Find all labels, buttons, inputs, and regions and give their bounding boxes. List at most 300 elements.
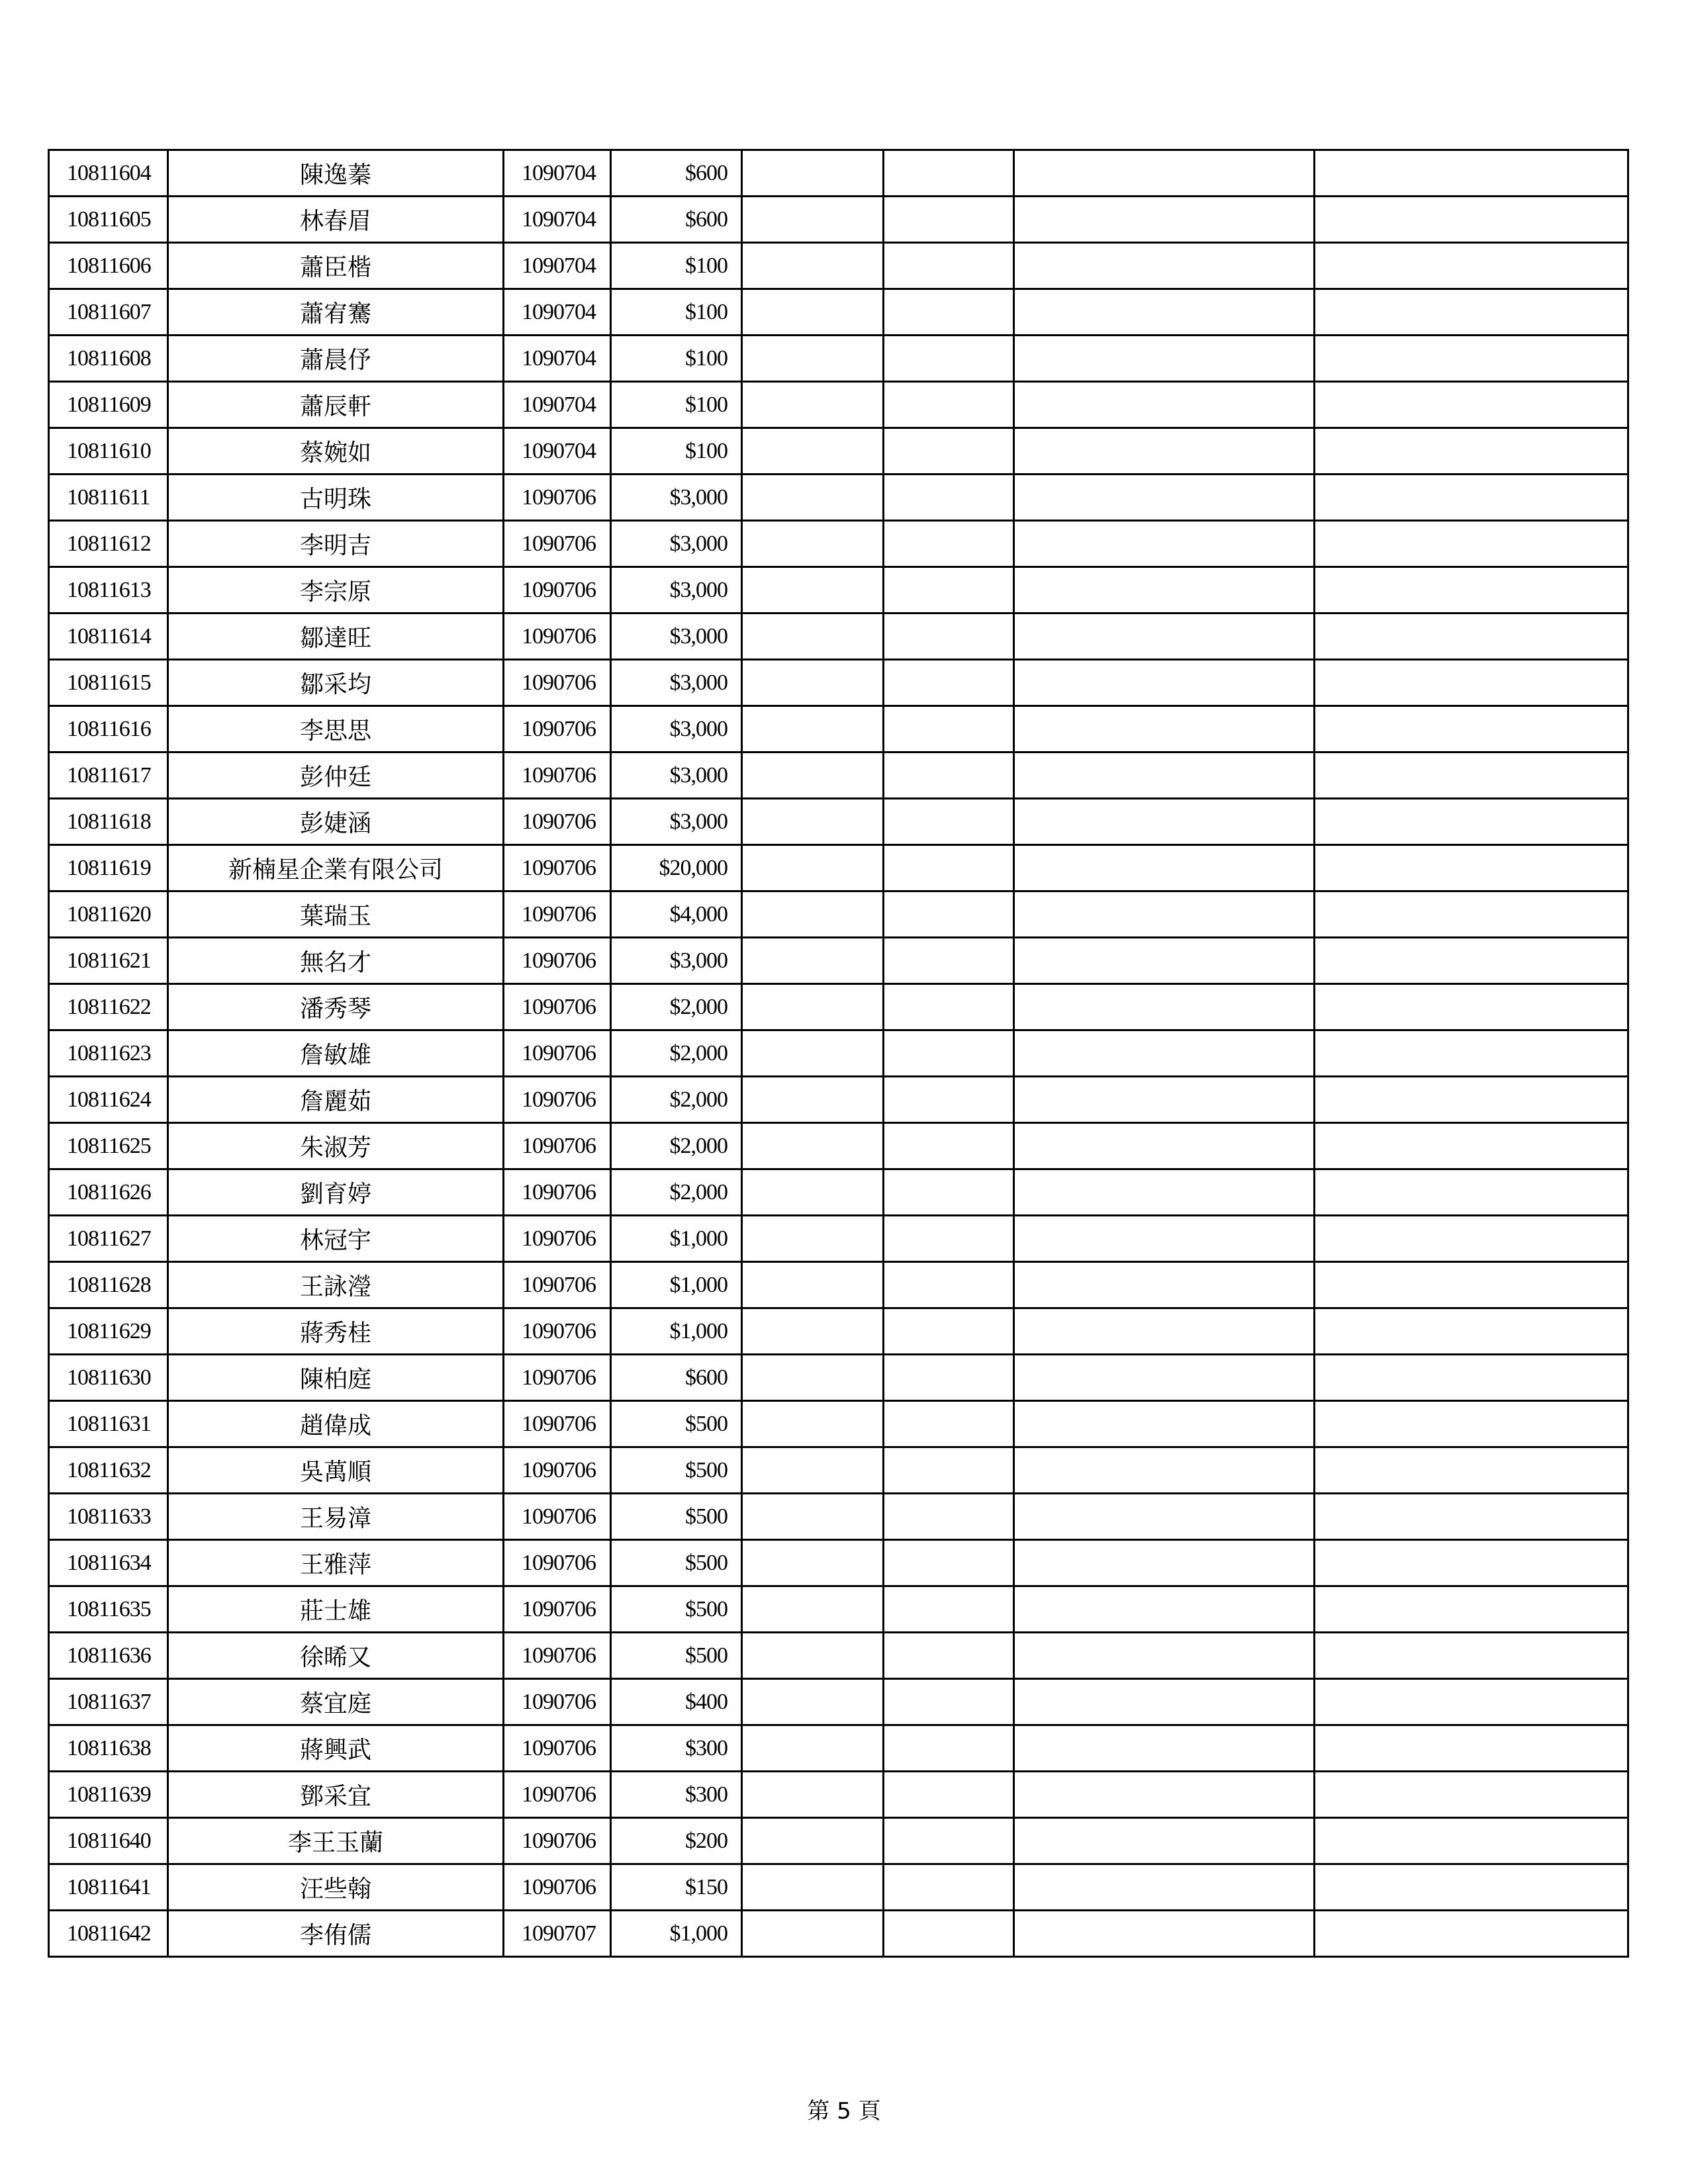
blank-cell	[884, 1447, 1014, 1494]
donation-date-cell: 1090706	[504, 1355, 611, 1401]
table-row	[49, 289, 1628, 336]
table-row	[49, 1030, 1628, 1077]
table-row	[49, 845, 1628, 891]
donor-name-cell: 蕭宥騫	[168, 289, 504, 336]
table-row	[49, 1308, 1628, 1355]
donation-amount-cell: $2,000	[611, 1077, 742, 1123]
table-row	[49, 614, 1628, 660]
donation-date-cell: 1090706	[504, 1586, 611, 1633]
blank-cell	[1315, 1911, 1628, 1957]
donation-id-cell: 10811629	[49, 1308, 168, 1355]
blank-cell	[884, 1679, 1014, 1725]
table-row	[49, 1679, 1628, 1725]
donation-amount-cell: $400	[611, 1679, 742, 1725]
donation-id-cell: 10811628	[49, 1262, 168, 1308]
donation-id-cell: 10811613	[49, 567, 168, 614]
blank-cell	[884, 845, 1014, 891]
blank-cell	[884, 1540, 1014, 1586]
blank-cell	[884, 1308, 1014, 1355]
donation-date-cell: 1090706	[504, 1633, 611, 1679]
blank-cell	[1315, 1169, 1628, 1216]
blank-cell	[742, 752, 884, 799]
blank-cell	[1014, 336, 1315, 382]
blank-cell	[742, 891, 884, 938]
donor-name-cell: 吳萬順	[168, 1447, 504, 1494]
blank-cell	[1315, 1308, 1628, 1355]
donation-amount-cell: $500	[611, 1633, 742, 1679]
table-row	[49, 567, 1628, 614]
blank-cell	[1014, 752, 1315, 799]
blank-cell	[1014, 1494, 1315, 1540]
table-row	[49, 1725, 1628, 1772]
donation-id-cell: 10811615	[49, 660, 168, 706]
blank-cell	[742, 521, 884, 567]
donation-date-cell: 1090706	[504, 1772, 611, 1818]
blank-cell	[742, 1077, 884, 1123]
blank-cell	[884, 1586, 1014, 1633]
blank-cell	[1315, 1447, 1628, 1494]
donation-date-cell: 1090706	[504, 1123, 611, 1169]
donor-name-cell: 朱淑芳	[168, 1123, 504, 1169]
donation-date-cell: 1090704	[504, 243, 611, 289]
donor-name-cell: 蔡宜庭	[168, 1679, 504, 1725]
donation-date-cell: 1090706	[504, 1818, 611, 1864]
blank-cell	[1014, 428, 1315, 475]
donation-date-cell: 1090706	[504, 521, 611, 567]
blank-cell	[1315, 1262, 1628, 1308]
blank-cell	[1014, 845, 1315, 891]
donation-date-cell: 1090704	[504, 150, 611, 197]
donation-id-cell: 10811641	[49, 1864, 168, 1911]
donor-name-cell: 李王玉蘭	[168, 1818, 504, 1864]
blank-cell	[1014, 799, 1315, 845]
blank-cell	[1014, 1355, 1315, 1401]
blank-cell	[1315, 1494, 1628, 1540]
blank-cell	[742, 1494, 884, 1540]
blank-cell	[1014, 1725, 1315, 1772]
blank-cell	[1315, 197, 1628, 243]
blank-cell	[884, 1401, 1014, 1447]
donation-amount-cell: $2,000	[611, 984, 742, 1030]
blank-cell	[1315, 1355, 1628, 1401]
blank-cell	[1014, 1586, 1315, 1633]
donation-date-cell: 1090706	[504, 891, 611, 938]
blank-cell	[1014, 1123, 1315, 1169]
blank-cell	[884, 799, 1014, 845]
blank-cell	[884, 289, 1014, 336]
donation-amount-cell: $300	[611, 1725, 742, 1772]
donation-date-cell: 1090706	[504, 1540, 611, 1586]
blank-cell	[1014, 289, 1315, 336]
blank-cell	[742, 984, 884, 1030]
blank-cell	[884, 197, 1014, 243]
table-row	[49, 891, 1628, 938]
blank-cell	[1315, 660, 1628, 706]
donation-date-cell: 1090706	[504, 614, 611, 660]
blank-cell	[742, 243, 884, 289]
blank-cell	[742, 1308, 884, 1355]
table-row	[49, 1123, 1628, 1169]
blank-cell	[742, 799, 884, 845]
donation-id-cell: 10811612	[49, 521, 168, 567]
donation-amount-cell: $600	[611, 197, 742, 243]
donation-date-cell: 1090706	[504, 660, 611, 706]
donation-amount-cell: $100	[611, 336, 742, 382]
blank-cell	[1014, 382, 1315, 428]
donation-id-cell: 10811633	[49, 1494, 168, 1540]
donation-id-cell: 10811622	[49, 984, 168, 1030]
table-row	[49, 1911, 1628, 1957]
blank-cell	[1315, 1633, 1628, 1679]
blank-cell	[884, 521, 1014, 567]
donation-amount-cell: $2,000	[611, 1169, 742, 1216]
blank-cell	[742, 845, 884, 891]
blank-cell	[884, 752, 1014, 799]
donor-name-cell: 鄒采均	[168, 660, 504, 706]
blank-cell	[884, 1494, 1014, 1540]
donation-amount-cell: $500	[611, 1494, 742, 1540]
table-row	[49, 521, 1628, 567]
blank-cell	[1315, 1586, 1628, 1633]
donor-name-cell: 汪些翰	[168, 1864, 504, 1911]
blank-cell	[884, 614, 1014, 660]
blank-cell	[884, 1911, 1014, 1957]
blank-cell	[742, 150, 884, 197]
blank-cell	[742, 1725, 884, 1772]
blank-cell	[742, 1401, 884, 1447]
page-number: 第 5 頁	[807, 2098, 881, 2124]
donation-date-cell: 1090706	[504, 1864, 611, 1911]
blank-cell	[884, 150, 1014, 197]
donation-amount-cell: $100	[611, 428, 742, 475]
donation-date-cell: 1090706	[504, 984, 611, 1030]
donation-id-cell: 10811619	[49, 845, 168, 891]
donation-id-cell: 10811639	[49, 1772, 168, 1818]
table-row	[49, 1077, 1628, 1123]
blank-cell	[742, 1772, 884, 1818]
donor-name-cell: 林冠宇	[168, 1216, 504, 1262]
donation-id-cell: 10811618	[49, 799, 168, 845]
donor-name-cell: 李明吉	[168, 521, 504, 567]
table-row	[49, 938, 1628, 984]
donation-id-cell: 10811624	[49, 1077, 168, 1123]
donation-date-cell: 1090706	[504, 475, 611, 521]
table-row	[49, 1818, 1628, 1864]
table-row	[49, 752, 1628, 799]
donor-name-cell: 新楠星企業有限公司	[168, 845, 504, 891]
blank-cell	[1014, 1262, 1315, 1308]
blank-cell	[884, 1355, 1014, 1401]
blank-cell	[1014, 1818, 1315, 1864]
donor-name-cell: 王雅萍	[168, 1540, 504, 1586]
blank-cell	[1315, 382, 1628, 428]
blank-cell	[742, 1633, 884, 1679]
blank-cell	[742, 197, 884, 243]
donation-id-cell: 10811636	[49, 1633, 168, 1679]
donation-amount-cell: $100	[611, 243, 742, 289]
table-row	[49, 1355, 1628, 1401]
donation-date-cell: 1090704	[504, 197, 611, 243]
blank-cell	[1315, 1725, 1628, 1772]
blank-cell	[1014, 1911, 1315, 1957]
donation-amount-cell: $3,000	[611, 614, 742, 660]
blank-cell	[1014, 1077, 1315, 1123]
donation-id-cell: 10811604	[49, 150, 168, 197]
donation-id-cell: 10811625	[49, 1123, 168, 1169]
donation-id-cell: 10811631	[49, 1401, 168, 1447]
donation-amount-cell: $3,000	[611, 660, 742, 706]
blank-cell	[1014, 1864, 1315, 1911]
donation-amount-cell: $3,000	[611, 706, 742, 752]
blank-cell	[1315, 1772, 1628, 1818]
donor-name-cell: 蔣興武	[168, 1725, 504, 1772]
donation-ledger-table	[48, 149, 1629, 1958]
donor-name-cell: 詹敏雄	[168, 1030, 504, 1077]
blank-cell	[884, 1216, 1014, 1262]
blank-cell	[1315, 428, 1628, 475]
blank-cell	[1315, 938, 1628, 984]
donation-id-cell: 10811609	[49, 382, 168, 428]
blank-cell	[1014, 1308, 1315, 1355]
donor-name-cell: 彭仲廷	[168, 752, 504, 799]
blank-cell	[884, 243, 1014, 289]
donor-name-cell: 蔣秀桂	[168, 1308, 504, 1355]
donation-date-cell: 1090706	[504, 567, 611, 614]
table-row	[49, 660, 1628, 706]
table-row	[49, 336, 1628, 382]
donor-name-cell: 徐晞又	[168, 1633, 504, 1679]
donation-amount-cell: $600	[611, 1355, 742, 1401]
donation-amount-cell: $3,000	[611, 475, 742, 521]
donor-name-cell: 林春眉	[168, 197, 504, 243]
donation-amount-cell: $3,000	[611, 799, 742, 845]
blank-cell	[884, 428, 1014, 475]
blank-cell	[1014, 1679, 1315, 1725]
donation-id-cell: 10811605	[49, 197, 168, 243]
donor-name-cell: 蕭晨伃	[168, 336, 504, 382]
donation-amount-cell: $1,000	[611, 1262, 742, 1308]
blank-cell	[742, 660, 884, 706]
blank-cell	[742, 938, 884, 984]
table-row	[49, 984, 1628, 1030]
donation-amount-cell: $1,000	[611, 1216, 742, 1262]
blank-cell	[742, 475, 884, 521]
donation-id-cell: 10811621	[49, 938, 168, 984]
donor-name-cell: 王詠瀅	[168, 1262, 504, 1308]
blank-cell	[1315, 1123, 1628, 1169]
blank-cell	[1315, 1401, 1628, 1447]
blank-cell	[1014, 984, 1315, 1030]
blank-cell	[884, 1262, 1014, 1308]
blank-cell	[1315, 289, 1628, 336]
blank-cell	[884, 1169, 1014, 1216]
donation-date-cell: 1090706	[504, 1401, 611, 1447]
table-row	[49, 382, 1628, 428]
blank-cell	[742, 1911, 884, 1957]
donation-amount-cell: $3,000	[611, 567, 742, 614]
donor-name-cell: 劉育婷	[168, 1169, 504, 1216]
blank-cell	[1315, 1864, 1628, 1911]
blank-cell	[1014, 567, 1315, 614]
blank-cell	[884, 706, 1014, 752]
table-row	[49, 197, 1628, 243]
donation-date-cell: 1090704	[504, 428, 611, 475]
table-row	[49, 1447, 1628, 1494]
donation-amount-cell: $2,000	[611, 1030, 742, 1077]
blank-cell	[884, 1864, 1014, 1911]
blank-cell	[1014, 706, 1315, 752]
blank-cell	[742, 289, 884, 336]
blank-cell	[1315, 336, 1628, 382]
donation-id-cell: 10811635	[49, 1586, 168, 1633]
blank-cell	[1315, 752, 1628, 799]
blank-cell	[742, 428, 884, 475]
blank-cell	[1315, 521, 1628, 567]
blank-cell	[742, 614, 884, 660]
blank-cell	[1315, 1540, 1628, 1586]
blank-cell	[1014, 1030, 1315, 1077]
donation-id-cell: 10811606	[49, 243, 168, 289]
donation-amount-cell: $600	[611, 150, 742, 197]
blank-cell	[742, 1679, 884, 1725]
table-row	[49, 150, 1628, 197]
donation-id-cell: 10811623	[49, 1030, 168, 1077]
blank-cell	[742, 382, 884, 428]
table-row	[49, 1772, 1628, 1818]
table-row	[49, 475, 1628, 521]
blank-cell	[1315, 150, 1628, 197]
donation-amount-cell: $1,000	[611, 1911, 742, 1957]
donation-amount-cell: $500	[611, 1586, 742, 1633]
donation-date-cell: 1090706	[504, 845, 611, 891]
donation-date-cell: 1090706	[504, 1262, 611, 1308]
blank-cell	[742, 1355, 884, 1401]
donation-id-cell: 10811638	[49, 1725, 168, 1772]
donor-name-cell: 陳逸蓁	[168, 150, 504, 197]
donation-date-cell: 1090704	[504, 336, 611, 382]
blank-cell	[884, 382, 1014, 428]
donation-id-cell: 10811611	[49, 475, 168, 521]
donation-amount-cell: $3,000	[611, 752, 742, 799]
donation-id-cell: 10811610	[49, 428, 168, 475]
donation-date-cell: 1090706	[504, 1494, 611, 1540]
donor-name-cell: 陳柏庭	[168, 1355, 504, 1401]
donation-date-cell: 1090704	[504, 289, 611, 336]
donation-id-cell: 10811626	[49, 1169, 168, 1216]
donation-date-cell: 1090706	[504, 1077, 611, 1123]
blank-cell	[742, 706, 884, 752]
donation-id-cell: 10811614	[49, 614, 168, 660]
blank-cell	[884, 1077, 1014, 1123]
blank-cell	[1315, 475, 1628, 521]
blank-cell	[1315, 567, 1628, 614]
donation-id-cell: 10811632	[49, 1447, 168, 1494]
donation-id-cell: 10811642	[49, 1911, 168, 1957]
blank-cell	[742, 1540, 884, 1586]
donor-name-cell: 李宗原	[168, 567, 504, 614]
blank-cell	[1315, 1077, 1628, 1123]
blank-cell	[742, 1030, 884, 1077]
donation-amount-cell: $3,000	[611, 938, 742, 984]
donation-date-cell: 1090706	[504, 799, 611, 845]
blank-cell	[1014, 660, 1315, 706]
donation-date-cell: 1090706	[504, 1216, 611, 1262]
donation-date-cell: 1090706	[504, 1725, 611, 1772]
blank-cell	[884, 1818, 1014, 1864]
blank-cell	[884, 1772, 1014, 1818]
blank-cell	[742, 1123, 884, 1169]
table-row	[49, 1540, 1628, 1586]
donor-name-cell: 李侑儒	[168, 1911, 504, 1957]
donation-id-cell: 10811630	[49, 1355, 168, 1401]
table-row	[49, 799, 1628, 845]
blank-cell	[884, 1123, 1014, 1169]
donor-name-cell: 無名才	[168, 938, 504, 984]
donor-name-cell: 鄒達旺	[168, 614, 504, 660]
donation-amount-cell: $1,000	[611, 1308, 742, 1355]
blank-cell	[742, 1818, 884, 1864]
blank-cell	[742, 1262, 884, 1308]
blank-cell	[884, 475, 1014, 521]
blank-cell	[1315, 891, 1628, 938]
blank-cell	[1315, 984, 1628, 1030]
donation-date-cell: 1090706	[504, 938, 611, 984]
blank-cell	[1014, 521, 1315, 567]
donation-amount-cell: $100	[611, 289, 742, 336]
donation-id-cell: 10811627	[49, 1216, 168, 1262]
donation-amount-cell: $500	[611, 1447, 742, 1494]
donor-name-cell: 蕭臣楷	[168, 243, 504, 289]
donation-amount-cell: $3,000	[611, 521, 742, 567]
donation-date-cell: 1090706	[504, 706, 611, 752]
blank-cell	[1014, 197, 1315, 243]
blank-cell	[884, 984, 1014, 1030]
blank-cell	[1315, 799, 1628, 845]
blank-cell	[884, 567, 1014, 614]
blank-cell	[1014, 1772, 1315, 1818]
blank-cell	[1014, 150, 1315, 197]
table-row	[49, 1633, 1628, 1679]
donation-amount-cell: $20,000	[611, 845, 742, 891]
donor-name-cell: 蔡婉如	[168, 428, 504, 475]
donation-amount-cell: $2,000	[611, 1123, 742, 1169]
blank-cell	[1014, 1447, 1315, 1494]
donation-date-cell: 1090706	[504, 1447, 611, 1494]
donor-name-cell: 彭婕涵	[168, 799, 504, 845]
blank-cell	[1014, 243, 1315, 289]
donation-id-cell: 10811608	[49, 336, 168, 382]
blank-cell	[884, 660, 1014, 706]
blank-cell	[884, 891, 1014, 938]
blank-cell	[1315, 1216, 1628, 1262]
donation-date-cell: 1090706	[504, 1679, 611, 1725]
donor-name-cell: 鄧采宜	[168, 1772, 504, 1818]
blank-cell	[1315, 1030, 1628, 1077]
donor-name-cell: 莊士雄	[168, 1586, 504, 1633]
blank-cell	[1315, 1679, 1628, 1725]
table-row	[49, 1586, 1628, 1633]
blank-cell	[1014, 1169, 1315, 1216]
blank-cell	[884, 1725, 1014, 1772]
donation-id-cell: 10811620	[49, 891, 168, 938]
donation-id-cell: 10811634	[49, 1540, 168, 1586]
blank-cell	[1014, 891, 1315, 938]
blank-cell	[884, 336, 1014, 382]
table-row	[49, 1401, 1628, 1447]
donation-amount-cell: $300	[611, 1772, 742, 1818]
donation-id-cell: 10811607	[49, 289, 168, 336]
blank-cell	[1315, 845, 1628, 891]
